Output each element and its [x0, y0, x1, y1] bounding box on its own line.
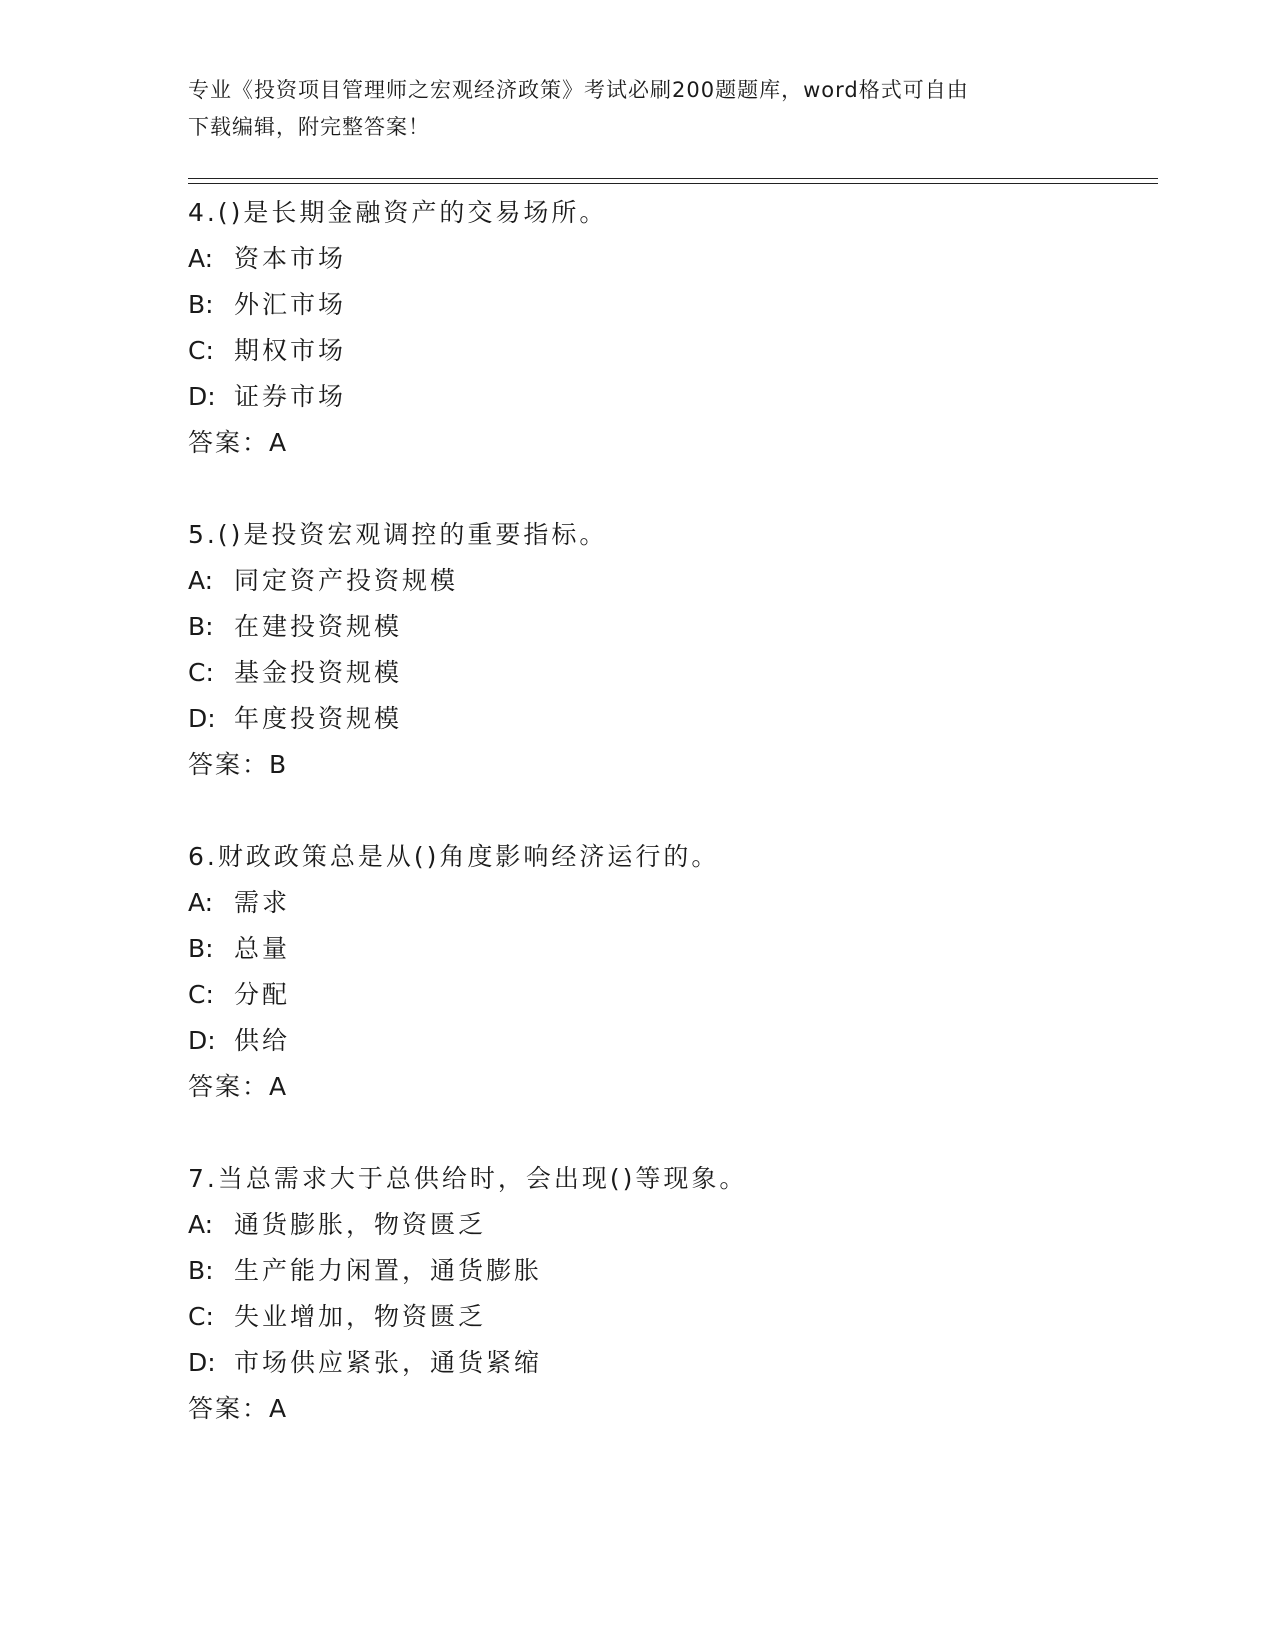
- option-a: [188, 880, 1158, 926]
- option-d: [188, 696, 1158, 742]
- option-letter: D:: [188, 1026, 216, 1055]
- answer-line: 答案：A: [188, 1072, 289, 1101]
- option-b: [188, 1248, 1158, 1294]
- option-d: [188, 1340, 1158, 1386]
- header-divider-bottom: [188, 183, 1158, 184]
- option-b: [188, 926, 1158, 972]
- option-text: 通货膨胀，物资匮乏: [234, 1210, 487, 1239]
- option-letter: B:: [188, 934, 214, 963]
- option-text: 年度投资规模: [234, 704, 403, 733]
- option-text: 需求: [234, 888, 291, 917]
- question-item: [188, 1156, 1158, 1432]
- option-c: [188, 650, 1158, 696]
- option-c: [188, 972, 1158, 1018]
- answer-line: 答案：B: [188, 750, 289, 779]
- option-text: 在建投资规模: [234, 612, 403, 641]
- option-text: 基金投资规模: [234, 658, 403, 687]
- option-text: 证券市场: [234, 382, 347, 411]
- option-text: 外汇市场: [234, 290, 347, 319]
- option-a: [188, 558, 1158, 604]
- option-d: [188, 374, 1158, 420]
- option-letter: C:: [188, 1302, 214, 1331]
- document-header: [188, 72, 1088, 146]
- option-text: 期权市场: [234, 336, 347, 365]
- answer-line: 答案：A: [188, 1394, 289, 1423]
- question-stem: 4.()是长期金融资产的交易场所。: [188, 198, 608, 227]
- option-letter: B:: [188, 290, 214, 319]
- option-letter: C:: [188, 336, 214, 365]
- option-letter: D:: [188, 382, 216, 411]
- option-letter: B:: [188, 612, 214, 641]
- question-stem: 6.财政政策总是从()角度影响经济运行的。: [188, 842, 720, 871]
- question-item: [188, 512, 1158, 788]
- question-item: [188, 834, 1158, 1110]
- option-letter: A:: [188, 888, 214, 917]
- header-line-1: 专业《投资项目管理师之宏观经济政策》考试必刷200题题库，word格式可自由: [188, 78, 969, 102]
- option-text: 市场供应紧张，通货紧缩: [234, 1348, 543, 1377]
- option-letter: A:: [188, 1210, 214, 1239]
- option-c: [188, 1294, 1158, 1340]
- question-stem: 5.()是投资宏观调控的重要指标。: [188, 520, 608, 549]
- option-text: 供给: [234, 1026, 291, 1055]
- option-letter: B:: [188, 1256, 214, 1285]
- option-letter: C:: [188, 980, 214, 1009]
- option-d: [188, 1018, 1158, 1064]
- option-letter: C:: [188, 658, 214, 687]
- option-a: [188, 1202, 1158, 1248]
- option-c: [188, 328, 1158, 374]
- option-text: 同定资产投资规模: [234, 566, 459, 595]
- option-b: [188, 604, 1158, 650]
- option-text: 失业增加，物资匮乏: [234, 1302, 487, 1331]
- option-b: [188, 282, 1158, 328]
- header-line-2: 下载编辑，附完整答案！: [188, 115, 430, 139]
- question-list: [188, 190, 1158, 1478]
- answer-line: 答案：A: [188, 428, 289, 457]
- option-letter: D:: [188, 704, 216, 733]
- option-letter: A:: [188, 566, 214, 595]
- option-text: 资本市场: [234, 244, 347, 273]
- option-text: 生产能力闲置，通货膨胀: [234, 1256, 543, 1285]
- question-item: [188, 190, 1158, 466]
- option-letter: D:: [188, 1348, 216, 1377]
- option-text: 总量: [234, 934, 291, 963]
- header-divider-top: [188, 178, 1158, 179]
- option-letter: A:: [188, 244, 214, 273]
- option-a: [188, 236, 1158, 282]
- option-text: 分配: [234, 980, 291, 1009]
- question-stem: 7.当总需求大于总供给时，会出现()等现象。: [188, 1164, 748, 1193]
